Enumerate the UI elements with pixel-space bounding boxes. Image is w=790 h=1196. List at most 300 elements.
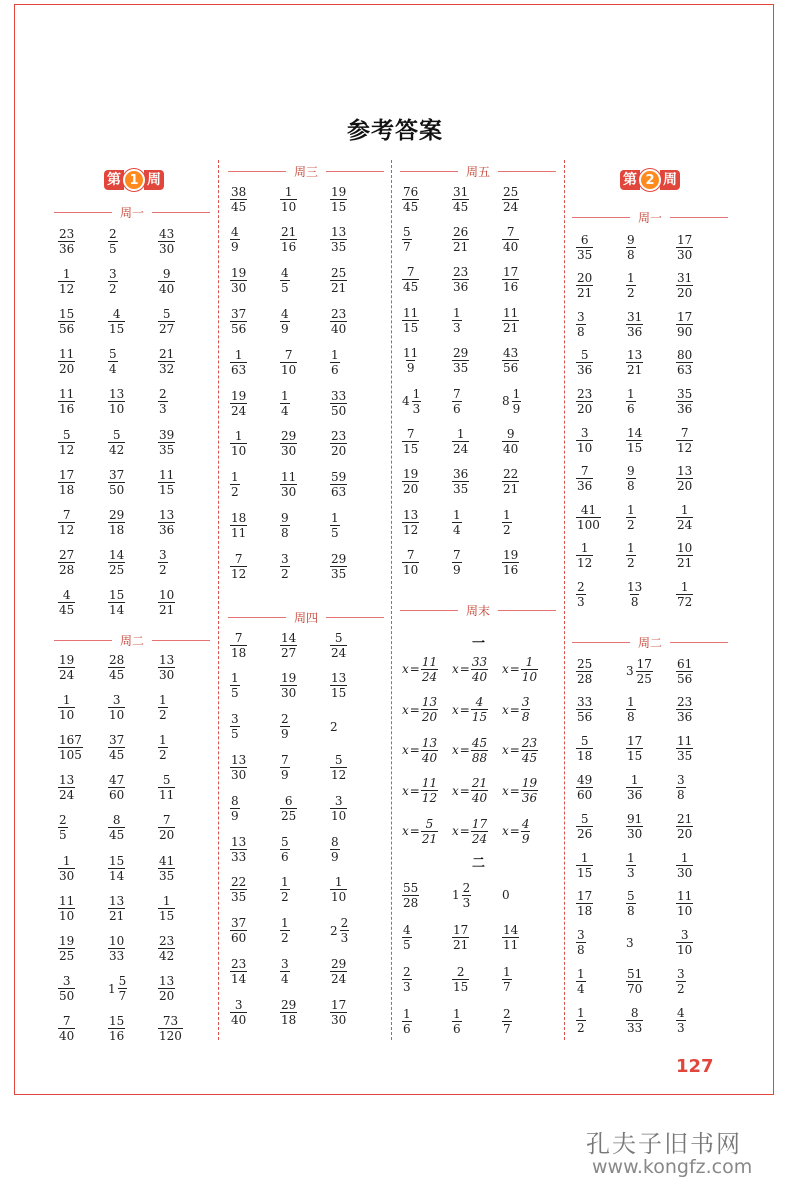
answer-cell [502, 772, 538, 810]
numerator: 4 [281, 266, 289, 281]
fraction [576, 657, 593, 686]
answer-cell [502, 503, 512, 541]
equation [452, 655, 488, 684]
denominator: 35 [331, 240, 347, 255]
answer-value [108, 813, 125, 842]
answer-cell [576, 344, 593, 382]
numerator: 31 [453, 184, 469, 199]
answer-value [626, 464, 636, 493]
denominator: 21 [159, 603, 175, 618]
mixed-whole: 1 [108, 981, 116, 996]
fraction [158, 974, 175, 1003]
fraction [230, 753, 247, 782]
numerator: 1 [580, 541, 589, 556]
numerator: 4 [403, 922, 411, 937]
numerator: 11 [403, 305, 419, 320]
denominator: 3 [627, 865, 635, 880]
answer-value [502, 508, 512, 537]
numerator: 13 [627, 579, 643, 594]
answer-value [158, 813, 175, 842]
answer-row [576, 846, 736, 884]
numerator: 5 [580, 348, 589, 363]
answer-value [230, 875, 247, 904]
equals-sign: = [409, 662, 420, 676]
answer-cell [158, 728, 168, 766]
denominator: 5 [403, 937, 411, 952]
answer-value [230, 552, 247, 581]
answer-value [502, 923, 519, 952]
fraction [280, 185, 297, 214]
fraction [626, 967, 643, 996]
answer-value [502, 888, 512, 902]
numerator: 1 [284, 184, 293, 199]
denominator: 6 [627, 401, 635, 416]
answer-cell [402, 342, 419, 380]
answer-cell [58, 463, 75, 501]
answer-cell [402, 261, 419, 299]
answer-cell [626, 730, 643, 768]
answer-cell [330, 506, 340, 544]
numerator: 19 [231, 266, 247, 281]
answer-cell [230, 993, 247, 1031]
answer-value [502, 548, 519, 577]
answer-cell [58, 343, 75, 381]
numerator: 4 [231, 225, 239, 240]
answer-value [452, 427, 469, 456]
fraction [280, 389, 290, 418]
fraction [402, 508, 419, 537]
numerator: 3 [677, 966, 685, 981]
denominator: 4 [577, 981, 585, 996]
fraction [521, 817, 531, 846]
column-divider [564, 160, 565, 1040]
numerator: 1 [627, 271, 635, 286]
answer-value [330, 552, 347, 581]
fraction [58, 934, 75, 963]
answer-row [576, 537, 736, 575]
answer-row [576, 652, 736, 690]
answer-row [58, 769, 218, 807]
answer-value [108, 468, 125, 497]
answer-cell [330, 180, 347, 218]
fraction [676, 773, 686, 802]
fraction [502, 185, 519, 214]
numerator: 13 [331, 671, 347, 686]
answer-cell [452, 731, 488, 769]
numerator: 61 [677, 656, 693, 671]
numerator: 29 [331, 551, 347, 566]
answer-value [330, 916, 349, 945]
answer-value [280, 429, 297, 458]
denominator: 12 [59, 522, 75, 537]
numerator: 43 [503, 346, 519, 361]
answer-cell [452, 342, 469, 380]
answer-value [330, 225, 347, 254]
answer-cell [626, 691, 636, 729]
numerator: 41 [580, 502, 597, 517]
answer-cell [626, 305, 643, 343]
answer-cell [230, 952, 247, 990]
numerator: 73 [162, 1014, 179, 1029]
answer-row [58, 222, 218, 260]
denominator: 35 [677, 749, 693, 764]
numerator: 1 [627, 695, 635, 710]
answer-value [230, 916, 247, 945]
numerator: 9 [627, 464, 635, 479]
denominator: 15 [403, 320, 419, 335]
answer-cell [58, 302, 75, 340]
fraction [280, 753, 290, 782]
numerator: 21 [159, 347, 175, 362]
answer-value [230, 470, 240, 499]
fraction [330, 957, 347, 986]
answer-value [58, 588, 75, 617]
numerator: 11 [403, 346, 419, 361]
answer-value [230, 631, 247, 660]
answer-cell [452, 503, 462, 541]
denominator: 7 [503, 979, 511, 994]
denominator: 15 [109, 321, 125, 336]
fraction [576, 503, 601, 532]
denominator: 30 [159, 667, 175, 682]
numerator: 15 [59, 306, 75, 321]
numerator: 21 [677, 811, 693, 826]
numerator: 37 [109, 732, 125, 747]
numerator: 3 [159, 548, 167, 563]
numerator: 9 [162, 266, 171, 281]
numerator: 19 [403, 467, 419, 482]
denominator: 18 [577, 749, 593, 764]
numerator: 7 [62, 507, 71, 522]
answer-cell [576, 267, 593, 305]
denominator: 30 [231, 281, 247, 296]
answer-value [521, 817, 531, 846]
numerator: 11 [421, 776, 438, 791]
fraction [280, 794, 297, 823]
answer-value [626, 580, 643, 609]
answer-value [576, 503, 601, 532]
answer-cell [452, 918, 469, 956]
answer-cell [402, 1002, 412, 1040]
numerator: 4 [62, 588, 71, 603]
answer-value [280, 389, 290, 418]
answer-cell [58, 849, 75, 887]
fraction [626, 464, 636, 493]
answer-row [230, 262, 390, 300]
fraction [280, 998, 297, 1027]
denominator: 36 [627, 787, 643, 802]
numerator: 1 [231, 470, 239, 485]
answer-row [230, 830, 390, 868]
variable-x: x [502, 783, 509, 798]
fraction [230, 794, 240, 823]
section-header-wed [228, 163, 384, 180]
fraction [58, 307, 75, 336]
equation [452, 695, 488, 724]
answer-value [626, 889, 636, 918]
answer-value [158, 934, 175, 963]
numerator: 31 [627, 309, 643, 324]
fraction [58, 1014, 75, 1043]
denominator: 3 [412, 401, 421, 416]
answer-row [402, 1002, 562, 1040]
variable-x: x [452, 824, 459, 839]
answer-value [676, 233, 693, 262]
fraction [502, 225, 519, 254]
answer-value [676, 734, 693, 763]
fraction [521, 655, 538, 684]
answer-value [676, 1006, 686, 1035]
answer-cell [676, 691, 693, 729]
fraction [502, 306, 519, 335]
answer-cell [676, 267, 693, 305]
numerator: 33 [331, 388, 347, 403]
answer-value [402, 185, 419, 214]
answer-value [576, 387, 593, 416]
answer-cell [676, 305, 693, 343]
answer-cell [330, 912, 349, 950]
denominator: 70 [627, 981, 643, 996]
answer-value [676, 541, 693, 570]
numerator: 22 [231, 875, 247, 890]
answer-value [576, 310, 586, 339]
numerator: 13 [231, 834, 247, 849]
answer-row [402, 544, 562, 582]
fraction [108, 508, 125, 537]
denominator: 6 [453, 1021, 461, 1036]
equals-sign: = [409, 702, 420, 717]
denominator: 42 [109, 442, 125, 457]
answer-cell [280, 789, 297, 827]
fraction [230, 712, 240, 741]
answer-value [576, 695, 593, 724]
answer-value [158, 227, 175, 256]
answer-cell [158, 423, 175, 461]
fraction [158, 588, 175, 617]
answer-value [108, 387, 125, 416]
answer-value [676, 271, 693, 300]
numerator: 36 [453, 467, 469, 482]
answer-value [230, 389, 247, 418]
answer-row [230, 180, 390, 218]
answer-row [402, 463, 562, 501]
answer-row [58, 809, 218, 847]
answer-value [402, 306, 419, 335]
answer-value [402, 467, 419, 496]
answer-cell [676, 730, 693, 768]
denominator: 6 [331, 362, 339, 377]
answer-row [576, 807, 736, 845]
fraction [330, 753, 347, 782]
answer-cell [626, 382, 636, 420]
answer-cell [502, 342, 519, 380]
variable-x: x [402, 662, 409, 676]
denominator: 12 [677, 440, 693, 455]
numerator: 38 [231, 184, 247, 199]
denominator: 5 [281, 281, 289, 296]
denominator: 45 [109, 828, 125, 843]
fraction [230, 225, 240, 254]
answer-row [230, 993, 390, 1031]
denominator: 35 [231, 890, 247, 905]
answer-cell [330, 789, 347, 827]
denominator: 36 [521, 791, 538, 806]
numerator: 23 [159, 933, 175, 948]
answer-cell [626, 460, 636, 498]
answer-cell [330, 871, 347, 909]
answer-cell [576, 1001, 586, 1039]
denominator: 25 [281, 808, 297, 823]
answer-value [230, 998, 247, 1027]
answer-row [230, 221, 390, 259]
numerator: 7 [406, 265, 415, 280]
answer-cell [676, 382, 693, 420]
denominator: 28 [577, 671, 593, 686]
fraction [402, 185, 419, 214]
answer-row [402, 812, 562, 850]
fraction [576, 387, 593, 416]
denominator: 20 [159, 828, 175, 843]
answer-cell [626, 807, 643, 845]
answer-value [108, 653, 125, 682]
answer-cell [280, 262, 290, 300]
answer-cell [230, 466, 240, 504]
answer-value [280, 875, 290, 904]
fraction [412, 387, 422, 416]
answer-cell [452, 301, 462, 339]
answer-cell [158, 463, 175, 501]
denominator: 50 [109, 482, 125, 497]
answer-cell [58, 503, 75, 541]
denominator: 30 [231, 767, 247, 782]
answer-row [576, 267, 736, 305]
answer-value [576, 1006, 586, 1035]
numerator: 5 [580, 811, 589, 826]
fraction [452, 965, 469, 994]
weekend-part-one-label: 一 [472, 636, 486, 651]
answer-cell [108, 343, 118, 381]
answer-value [230, 671, 240, 700]
answer-value [230, 307, 247, 336]
answer-value [280, 998, 297, 1027]
fraction [230, 875, 247, 904]
equation [502, 655, 538, 684]
fraction [402, 346, 419, 375]
answer-row [230, 466, 390, 504]
answer-value [330, 429, 347, 458]
fraction [118, 974, 128, 1003]
fraction [280, 552, 290, 581]
answer-value [280, 753, 290, 782]
answer-value [676, 310, 693, 339]
numerator: 23 [231, 956, 247, 971]
denominator: 24 [421, 669, 438, 684]
fraction [58, 894, 75, 923]
numerator: 1 [281, 875, 289, 890]
answer-cell [576, 575, 586, 613]
denominator: 12 [403, 522, 419, 537]
variable-x: x [502, 743, 509, 758]
answer-cell [230, 547, 247, 585]
numerator: 5 [334, 630, 343, 645]
answer-row [230, 667, 390, 705]
denominator: 45 [59, 603, 75, 618]
answer-value [626, 1006, 643, 1035]
answer-cell [626, 652, 653, 690]
answer-value [626, 387, 636, 416]
mixed-whole: 4 [402, 394, 410, 408]
answer-value [58, 307, 75, 336]
section-label: 周二 [638, 636, 663, 650]
denominator: 4 [281, 403, 289, 418]
fraction [452, 225, 469, 254]
answer-value [626, 812, 643, 841]
answer-row [402, 342, 562, 380]
answer-cell [158, 262, 175, 300]
fraction [502, 265, 519, 294]
answer-row [576, 498, 736, 536]
numerator: 6 [580, 232, 589, 247]
fraction [471, 817, 488, 846]
answer-value [676, 387, 693, 416]
denominator: 35 [453, 482, 469, 497]
numerator: 4 [475, 695, 484, 710]
answer-cell [676, 962, 686, 1000]
answer-value [280, 348, 297, 377]
page-title: 参考答案 [347, 118, 443, 144]
answer-cell [452, 650, 488, 688]
fraction [230, 998, 247, 1027]
fraction [330, 511, 340, 540]
answer-cell [402, 812, 438, 850]
answer-row [58, 584, 218, 622]
mixed-whole: 8 [502, 394, 510, 408]
denominator: 24 [59, 667, 75, 682]
denominator: 10 [521, 669, 538, 684]
answer-value [502, 1007, 512, 1036]
denominator: 100 [577, 517, 600, 532]
answer-value [280, 671, 297, 700]
numerator: 14 [503, 922, 519, 937]
answer-value [158, 693, 168, 722]
fraction [676, 851, 693, 880]
answer-value [502, 265, 519, 294]
numerator: 3 [521, 695, 530, 710]
fraction [230, 631, 247, 660]
answer-value [576, 851, 593, 880]
fraction [330, 185, 347, 214]
fraction [158, 894, 175, 923]
numerator: 5 [62, 427, 71, 442]
answer-cell [108, 1010, 125, 1048]
variable-x: x [502, 702, 509, 717]
denominator: 35 [453, 361, 469, 376]
answer-value [626, 851, 636, 880]
answer-value [626, 773, 643, 802]
equals-sign: = [409, 824, 420, 839]
denominator: 2 [503, 522, 511, 537]
answer-value [502, 427, 519, 456]
numerator: 17 [627, 734, 643, 749]
answer-row [402, 772, 562, 810]
fraction [452, 346, 469, 375]
denominator: 20 [677, 286, 693, 301]
answer-value [502, 306, 519, 335]
answer-cell [502, 691, 530, 729]
answer-cell [280, 343, 297, 381]
answer-value [158, 653, 175, 682]
answer-value [330, 875, 347, 904]
